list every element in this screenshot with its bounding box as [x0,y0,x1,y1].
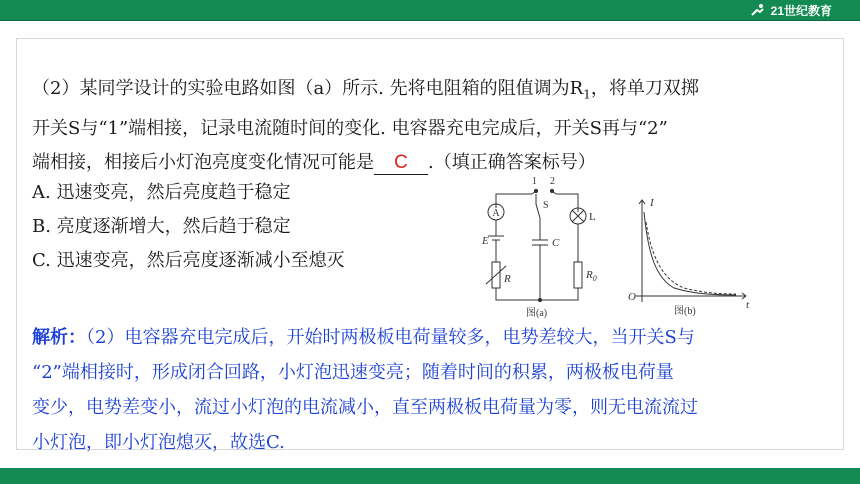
analysis-line-3: 变少，电势差变小，流过小灯泡的电流减小，直至两极板电荷量为零，则无电流流过 [32,397,698,418]
terminal-2-label: 2 [550,176,555,187]
question-line-1-tail: ，将单刀双掷 [590,78,699,99]
lamp-label: L [589,211,596,223]
answer-blank [374,152,428,175]
figure-a-caption: 图(a) [526,308,548,319]
brand-logo [749,2,832,18]
analysis-text [32,320,842,460]
graph-origin-label: O [628,291,636,303]
option-list [32,176,345,278]
variable-resistor-label: R [504,273,511,285]
current-curve-solid [644,212,736,295]
figure-b-caption: 图(b) [674,306,696,317]
footer-bar [0,468,860,484]
emf-label: E [482,235,489,247]
header-bar [0,0,860,20]
question-line-3-tail: .（填正确答案标号） [428,151,596,173]
question-line-3: 端相接，相接后小灯泡亮度变化情况可能是 [32,151,374,173]
option-a: A. 迅速变亮，然后亮度趋于稳定 [32,182,291,203]
runner-icon [749,3,767,17]
answer-value: C [394,151,408,173]
header-divider [0,20,860,21]
analysis-line-4: 小灯泡，即小灯泡熄灭，故选C. [32,432,285,453]
graph-x-label: t [746,299,750,311]
capacitor-label: C [552,237,560,249]
ammeter-label: A [492,208,500,219]
graph-y-label: I [650,197,654,209]
circuit-diagram-a [486,189,586,301]
switch-label: S [543,200,549,211]
question-line-2: 开关S与“1”端相接，记录电流随时间的变化. 电容器充电完成后，开关S再与“2” [32,117,668,139]
analysis-label: 解析： [32,327,86,348]
circuit-figure [474,174,774,326]
option-b: B. 亮度逐渐增大，然后趋于稳定 [32,216,291,237]
current-time-graph [636,200,746,302]
terminal-1-label: 1 [532,176,537,187]
option-c: C. 迅速变亮，然后亮度逐渐减小至熄灭 [32,250,345,271]
current-curve-dashed [646,222,736,294]
question-subscript: 1 [583,87,591,102]
question-line-1: （2）某同学设计的实验电路如图（a）所示. 先将电阻箱的阻值调为R [32,78,584,99]
logo-text: 21世纪教育 [770,3,832,18]
question-text [32,72,832,180]
analysis-line-2: “2”端相接时，形成闭合回路，小灯泡迅速变亮；随着时间的积累，两极板电荷量 [32,362,674,383]
analysis-line-1: （2）电容器充电完成后，开始时两极板电荷量较多，电势差较大，当开关S与 [86,327,695,348]
fixed-resistor-label: $R_0$ [586,269,597,283]
